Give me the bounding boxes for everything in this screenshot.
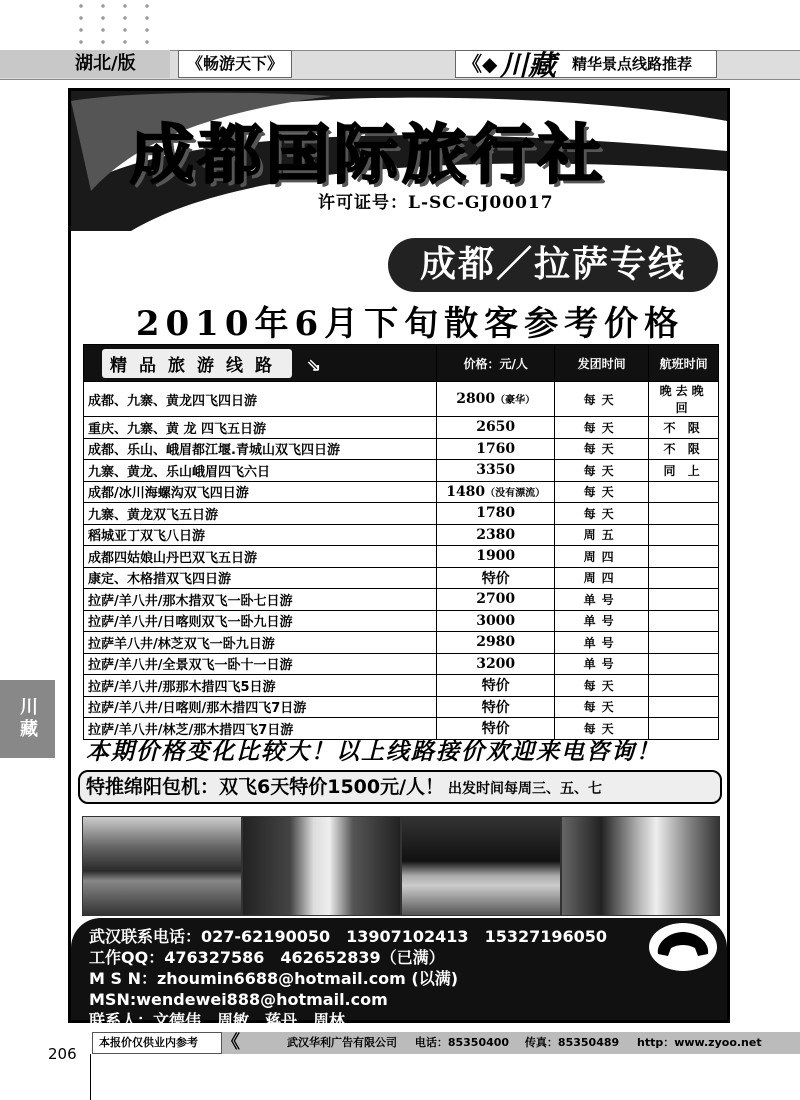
route-cell: 拉萨/羊八井/全景双飞一卧十一日游 [84, 653, 437, 675]
table-row [84, 481, 719, 503]
departure-cell: 每天 [555, 481, 649, 503]
price-cell [437, 438, 555, 460]
price-value: 2650 [476, 419, 516, 436]
route-cell: 拉萨/羊八井/那那木措四飞5日游 [84, 675, 437, 697]
header-route-label: 精品旅游线路 [102, 349, 292, 378]
price-value: 特价 [481, 570, 510, 587]
license-number: 许可证号：L-SC-GJ00017 [318, 193, 554, 213]
table-row [84, 503, 719, 525]
flight-cell [649, 632, 719, 654]
table-row [84, 610, 719, 632]
price-value: 1760 [476, 440, 516, 457]
flight-cell [649, 696, 719, 718]
price-cell [437, 632, 555, 654]
flight-cell [649, 546, 719, 568]
photo-forest-lake [401, 816, 561, 916]
departure-cell: 周四 [555, 546, 649, 568]
flight-cell [649, 481, 719, 503]
table-row [84, 524, 719, 546]
price-table [83, 344, 719, 740]
route-cell: 九寨、黄龙、乐山峨眉四飞六日 [84, 460, 437, 482]
page-number: 206 [48, 1045, 77, 1063]
table-row [84, 382, 719, 417]
flight-cell [649, 610, 719, 632]
price-cell [437, 481, 555, 503]
route-cell: 成都/冰川海螺沟双飞四日游 [84, 481, 437, 503]
agency-name: 成都国际旅行社 [130, 119, 606, 193]
route-title: 成都／拉萨专线 [388, 238, 718, 292]
departure-cell: 每天 [555, 438, 649, 460]
header-subtitle: 精华景点线路推荐 [572, 55, 693, 73]
contact-phone: 武汉联系电话：027-62190050 13907102413 15327196050 [89, 927, 608, 946]
footer-url: http：www.zyoo.net [637, 1036, 762, 1049]
header-arrow-icon: 《◆ [462, 52, 498, 76]
price-value: 2980 [476, 634, 516, 651]
table-row [84, 632, 719, 654]
flight-cell [649, 653, 719, 675]
route-cell: 拉萨羊八井/林芝双飞一卧九日游 [84, 632, 437, 654]
contact-panel [71, 918, 727, 1030]
departure-cell: 每天 [555, 417, 649, 439]
price-cell [437, 610, 555, 632]
table-header-row [84, 345, 719, 382]
contact-qq: 工作QQ：476327586 462652839（已满） [89, 948, 445, 967]
departure-cell: 每天 [555, 503, 649, 525]
table-row [84, 589, 719, 611]
route-cell: 九寨、黄龙双飞五日游 [84, 503, 437, 525]
price-value: 2380 [476, 526, 516, 543]
price-value: 3000 [476, 612, 516, 629]
table-row [84, 675, 719, 697]
price-cell [437, 567, 555, 589]
table-row [84, 546, 719, 568]
price-value: 特价 [481, 699, 510, 716]
decorative-dots [70, 0, 165, 48]
departure-cell: 每天 [555, 675, 649, 697]
flight-cell: 不 限 [649, 438, 719, 460]
flight-cell [649, 503, 719, 525]
special-offer-sub: 出发时间每周三、五、七 [448, 781, 603, 797]
price-cell [437, 696, 555, 718]
departure-cell: 每天 [555, 696, 649, 718]
table-row [84, 438, 719, 460]
departure-cell: 每天 [555, 460, 649, 482]
flight-cell [649, 675, 719, 697]
header-route [84, 345, 437, 382]
header-region: 湖北/版 [0, 50, 170, 78]
header-departure: 发团时间 [555, 345, 649, 382]
price-cell [437, 382, 555, 417]
header-region-big: 川藏 [500, 49, 557, 82]
price-value: 3350 [476, 462, 516, 479]
photo-waterfall-2 [561, 816, 721, 916]
route-cell: 成都、乐山、峨眉都江堰.青城山双飞四日游 [84, 438, 437, 460]
flight-cell: 同 上 [649, 460, 719, 482]
route-cell: 稻城亚丁双飞八日游 [84, 524, 437, 546]
departure-cell: 周四 [555, 567, 649, 589]
divider-line [90, 1054, 91, 1100]
footer-company: 武汉华利广告有限公司 [287, 1036, 397, 1049]
telephone-icon [648, 922, 718, 972]
price-cell [437, 460, 555, 482]
photo-waterfall [242, 816, 402, 916]
price-cell [437, 589, 555, 611]
header-flight: 航班时间 [649, 345, 719, 382]
price-cell [437, 653, 555, 675]
photo-lake [82, 816, 242, 916]
header-magazine: 《畅游天下》 [178, 50, 292, 78]
route-cell: 成都、九寨、黄龙四飞四日游 [84, 382, 437, 417]
route-cell: 成都四姑娘山丹巴双飞五日游 [84, 546, 437, 568]
price-value: 特价 [481, 721, 510, 738]
price-value: 1480 [446, 483, 486, 500]
side-tab: 川藏 [0, 680, 55, 758]
price-value: 1780 [476, 505, 516, 522]
price-value: 3200 [476, 655, 516, 672]
departure-cell: 每天 [555, 382, 649, 417]
price-cell [437, 546, 555, 568]
price-cell [437, 503, 555, 525]
contact-msn: M S N：zhoumin6688@hotmail.com (以满) MSN:wendewei888@hotmail.com [89, 969, 475, 1009]
special-offer [78, 770, 722, 804]
route-cell: 拉萨/羊八井/日喀则/那木措四飞7日游 [84, 696, 437, 718]
flight-cell: 晚去晚回 [649, 382, 719, 417]
slogan: 本期价格变化比较大！以上线路接价欢迎来电咨询！ [86, 738, 661, 765]
price-cell [437, 675, 555, 697]
table-row [84, 653, 719, 675]
price-cell [437, 417, 555, 439]
departure-cell: 周五 [555, 524, 649, 546]
double-arrow-icon: ⇘ [306, 354, 322, 376]
route-cell: 康定、木格措双飞四日游 [84, 567, 437, 589]
departure-cell: 单号 [555, 653, 649, 675]
flight-cell [649, 524, 719, 546]
price-cell [437, 524, 555, 546]
price-value: 2700 [476, 591, 516, 608]
price-value: 1900 [476, 548, 516, 565]
price-value: 特价 [481, 678, 510, 695]
departure-cell: 单号 [555, 589, 649, 611]
footer-fax: 传真：85350489 [524, 1036, 620, 1049]
photo-strip [82, 816, 720, 916]
route-cell: 重庆、九寨、黄 龙 四飞五日游 [84, 417, 437, 439]
flight-cell: 不 限 [649, 417, 719, 439]
special-offer-main: 特推绵阳包机：双飞6天特价1500元/人！ [86, 776, 445, 798]
price-note: （没有漂流） [485, 487, 546, 499]
price-title: 2010年6月下旬散客参考价格 [135, 304, 685, 344]
price-note: （豪华） [495, 395, 536, 406]
departure-cell: 每天 [555, 718, 649, 740]
route-cell: 拉萨/羊八井/日喀则双飞一卧九日游 [84, 610, 437, 632]
departure-cell: 单号 [555, 610, 649, 632]
header-price: 价格：元/人 [437, 345, 555, 382]
footer-arrow-icon: 《 [222, 1032, 240, 1053]
route-cell: 拉萨/羊八井/那木措双飞一卧七日游 [84, 589, 437, 611]
contact-people: 联系人：文德伟 周敏 蒋丹 周林 [89, 1011, 346, 1030]
departure-cell: 单号 [555, 632, 649, 654]
table-row [84, 460, 719, 482]
table-row [84, 417, 719, 439]
flight-cell [649, 589, 719, 611]
table-row [84, 567, 719, 589]
footer-note: 本报价仅供业内参考 [92, 1032, 222, 1054]
route-cell: 拉萨/羊八井/林芝/那木措四飞7日游 [84, 718, 437, 740]
footer-tel: 电话：85350400 [414, 1036, 510, 1049]
table-row [84, 696, 719, 718]
price-value: 2800 [456, 391, 496, 407]
flight-cell [649, 567, 719, 589]
